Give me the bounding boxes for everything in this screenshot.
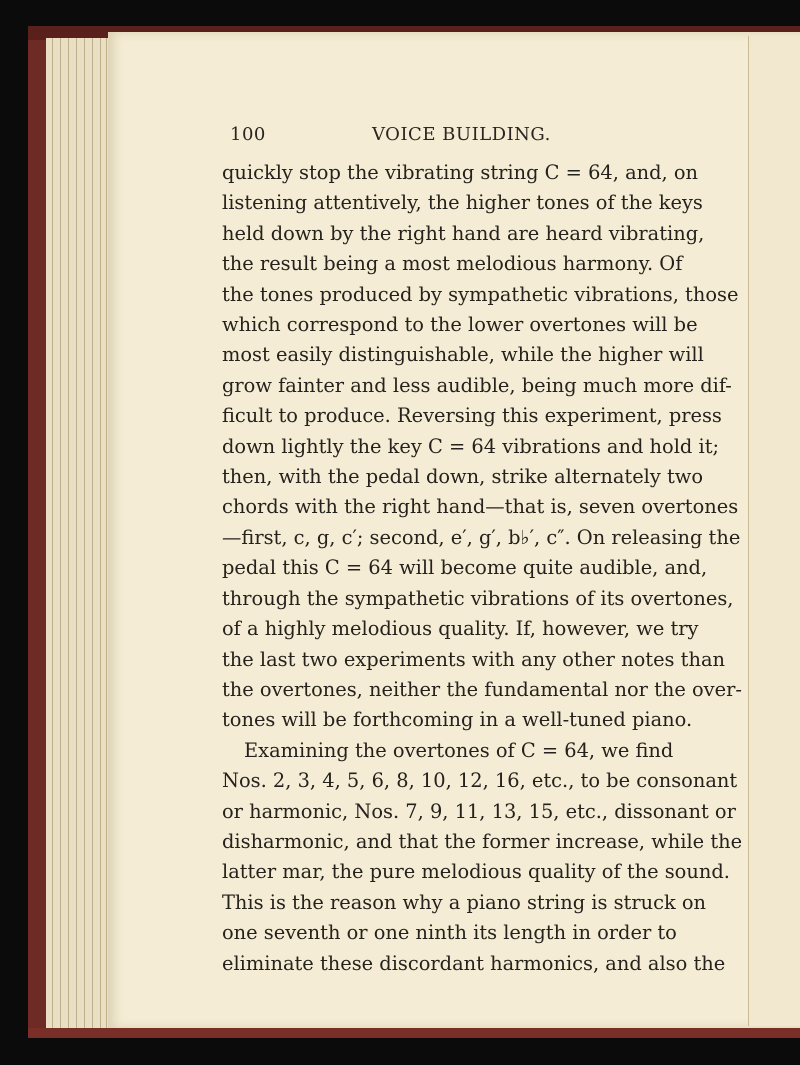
text-line: which correspond to the lower overtones will be — [222, 313, 698, 337]
running-header — [230, 124, 660, 150]
text-line: tones will be forthcoming in a well-tuned piano. — [222, 708, 693, 732]
running-title: VOICE BUILDING. — [372, 124, 551, 145]
cover-bottom-edge — [28, 1028, 800, 1038]
text-line: —first, c, g, c′; second, e′, g′, b♭′, c″. On releasing the — [222, 525, 741, 549]
facing-page-edge — [748, 36, 800, 1026]
text-line: one seventh or one ninth its length in order to — [222, 921, 677, 945]
page-number: 100 — [230, 124, 266, 145]
text-line: held down by the right hand are heard vibrating, — [222, 221, 705, 245]
text-line: Nos. 2, 3, 4, 5, 6, 8, 10, 12, 16, etc., to be consonant — [222, 769, 738, 793]
text-line: Examining the overtones of C = 64, we find — [244, 738, 674, 762]
text-line: then, with the pedal down, strike alternately two — [222, 465, 704, 489]
text-line: chords with the right hand—that is, seven overtones — [222, 495, 739, 519]
text-line: listening attentively, the higher tones of the keys — [222, 191, 703, 215]
text-line: down lightly the key C = 64 vibrations and hold it; — [222, 434, 720, 458]
text-line: quickly stop the vibrating string C = 64, and, on — [222, 161, 699, 184]
text-line: grow fainter and less audible, being much more dif- — [222, 373, 732, 397]
text-line: the result being a most melodious harmony. Of — [222, 252, 683, 276]
text-line: latter mar, the pure melodious quality of the sound. — [222, 860, 730, 884]
text-line: ficult to produce. Reversing this experiment, press — [222, 404, 722, 428]
text-line: of a highly melodious quality. If, however, we try — [222, 617, 699, 641]
text-line: This is the reason why a piano string is struck on — [222, 890, 707, 914]
text-line: the last two experiments with any other notes than — [222, 647, 725, 671]
text-line: the tones produced by sympathetic vibrations, those — [222, 282, 739, 306]
text-line: through the sympathetic vibrations of its overtones, — [222, 586, 734, 610]
body-text — [222, 158, 743, 979]
text-line: or harmonic, Nos. 7, 9, 11, 13, 15, etc., dissonant or — [222, 799, 736, 823]
text-line: disharmonic, and that the former increase, while the — [222, 829, 743, 853]
text-line: the overtones, neither the fundamental nor the over- — [222, 677, 742, 701]
text-line: pedal this C = 64 will become quite audible, and, — [222, 556, 708, 580]
text-line: eliminate these discordant harmonics, and also the — [222, 951, 726, 975]
text-line: most easily distinguishable, while the higher will — [222, 343, 704, 367]
